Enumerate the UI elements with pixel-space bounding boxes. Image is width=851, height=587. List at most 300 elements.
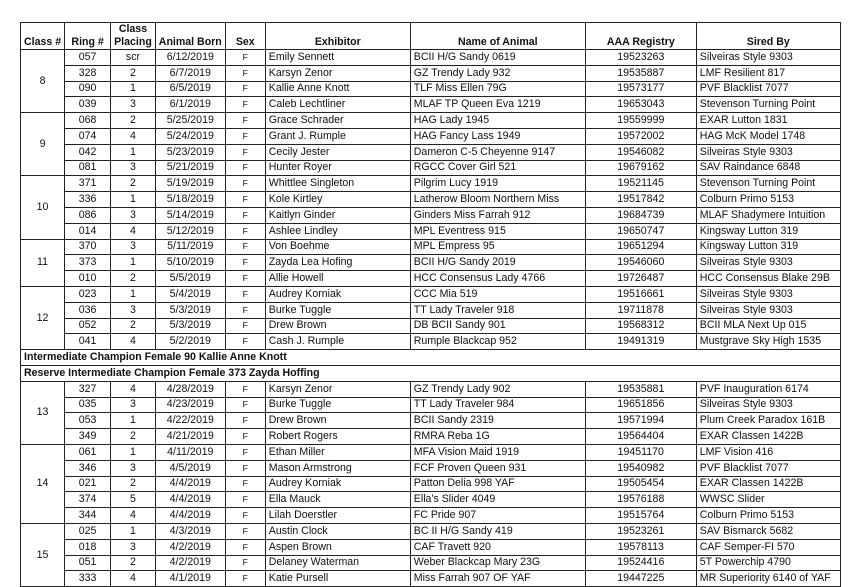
animal-name-cell: Ginders Miss Farrah 912 <box>410 207 585 223</box>
sex-cell: F <box>225 508 265 524</box>
placing-cell: 4 <box>111 508 156 524</box>
table-row <box>21 97 841 113</box>
animal-name-cell: GZ Trendy Lady 932 <box>410 65 585 81</box>
exhibitor-cell: Grace Schrader <box>265 113 410 129</box>
sex-cell: F <box>225 207 265 223</box>
ring-number-cell: 328 <box>65 65 111 81</box>
registry-cell: 19451170 <box>585 444 696 460</box>
born-date-cell: 5/4/2019 <box>155 286 225 302</box>
registry-cell: 19491319 <box>585 334 696 350</box>
animal-name-cell: MLAF TP Queen Eva 1219 <box>410 97 585 113</box>
exhibitor-cell: Ella Mauck <box>265 492 410 508</box>
registry-cell: 19523261 <box>585 523 696 539</box>
sex-cell: F <box>225 413 265 429</box>
animal-name-cell: RGCC Cover Girl 521 <box>410 160 585 176</box>
exhibitor-cell: Kole Kirtley <box>265 192 410 208</box>
animal-name-cell: MPL Empress 95 <box>410 239 585 255</box>
sex-cell: F <box>225 160 265 176</box>
placing-cell: 1 <box>111 81 156 97</box>
placing-cell: 3 <box>111 460 156 476</box>
ring-number-cell: 081 <box>65 160 111 176</box>
animal-name-cell: Ella's Slider 4049 <box>410 492 585 508</box>
registry-cell: 19651856 <box>585 397 696 413</box>
born-date-cell: 4/21/2019 <box>155 429 225 445</box>
header-class: Class # <box>21 23 65 50</box>
results-part-2 <box>21 381 841 586</box>
sex-cell: F <box>225 144 265 160</box>
animal-name-cell: HCC Consensus Lady 4766 <box>410 271 585 287</box>
ring-number-cell: 327 <box>65 381 111 397</box>
exhibitor-cell: Zayda Lea Hofing <box>265 255 410 271</box>
table-row <box>21 397 841 413</box>
ring-number-cell: 061 <box>65 444 111 460</box>
exhibitor-cell: Cash J. Rumple <box>265 334 410 350</box>
born-date-cell: 5/5/2019 <box>155 271 225 287</box>
placing-cell: 2 <box>111 318 156 334</box>
animal-name-cell: Pilgrim Lucy 1919 <box>410 176 585 192</box>
placing-cell: 1 <box>111 413 156 429</box>
show-results-table <box>20 22 841 587</box>
exhibitor-cell: Von Boehme <box>265 239 410 255</box>
placing-cell: 5 <box>111 492 156 508</box>
animal-name-cell: BC II H/G Sandy 419 <box>410 523 585 539</box>
sex-cell: F <box>225 286 265 302</box>
placing-cell: scr <box>111 50 156 66</box>
placing-cell: 4 <box>111 381 156 397</box>
sired-by-cell: MLAF Shadymere Intuition <box>696 207 840 223</box>
sex-cell: F <box>225 429 265 445</box>
sired-by-cell: Silveiras Style 9303 <box>696 397 840 413</box>
ring-number-cell: 373 <box>65 255 111 271</box>
table-row <box>21 476 841 492</box>
table-row <box>21 413 841 429</box>
sired-by-cell: PVF Blacklist 7077 <box>696 81 840 97</box>
sex-cell: F <box>225 444 265 460</box>
ring-number-cell: 090 <box>65 81 111 97</box>
born-date-cell: 5/3/2019 <box>155 302 225 318</box>
ring-number-cell: 035 <box>65 397 111 413</box>
ring-number-cell: 025 <box>65 523 111 539</box>
sex-cell: F <box>225 381 265 397</box>
ring-number-cell: 039 <box>65 97 111 113</box>
sex-cell: F <box>225 81 265 97</box>
animal-name-cell: Rumple Blackcap 952 <box>410 334 585 350</box>
table-row <box>21 539 841 555</box>
table-row <box>21 444 841 460</box>
sired-by-cell: Kingsway Lutton 319 <box>696 239 840 255</box>
sex-cell: F <box>225 555 265 571</box>
table-row <box>21 318 841 334</box>
animal-name-cell: HAG Lady 1945 <box>410 113 585 129</box>
sex-cell: F <box>225 192 265 208</box>
table-row <box>21 207 841 223</box>
sex-cell: F <box>225 397 265 413</box>
sired-by-cell: LMF Resilient 817 <box>696 65 840 81</box>
sex-cell: F <box>225 176 265 192</box>
sired-by-cell: LMF Vision 416 <box>696 444 840 460</box>
exhibitor-cell: Audrey Korniak <box>265 476 410 492</box>
registry-cell: 19515764 <box>585 508 696 524</box>
table-row <box>21 176 841 192</box>
table-row <box>21 144 841 160</box>
class-number-cell: 14 <box>21 444 65 523</box>
sired-by-cell: EXAR Classen 1422B <box>696 476 840 492</box>
sired-by-cell: Kingsway Lutton 319 <box>696 223 840 239</box>
animal-name-cell: Latherow Bloom Northern Miss <box>410 192 585 208</box>
sired-by-cell: Silveiras Style 9303 <box>696 255 840 271</box>
ring-number-cell: 052 <box>65 318 111 334</box>
sired-by-cell: SAV Raindance 6848 <box>696 160 840 176</box>
placing-cell: 3 <box>111 397 156 413</box>
class-number-cell: 8 <box>21 50 65 113</box>
table-row <box>21 113 841 129</box>
born-date-cell: 5/3/2019 <box>155 318 225 334</box>
animal-name-cell: HAG Fancy Lass 1949 <box>410 128 585 144</box>
exhibitor-cell: Cecily Jester <box>265 144 410 160</box>
registry-cell: 19546060 <box>585 255 696 271</box>
ring-number-cell: 053 <box>65 413 111 429</box>
registry-cell: 19726487 <box>585 271 696 287</box>
table-row <box>21 286 841 302</box>
sex-cell: F <box>225 50 265 66</box>
table-row <box>21 523 841 539</box>
born-date-cell: 4/23/2019 <box>155 397 225 413</box>
header-animal: Name of Animal <box>410 23 585 50</box>
placing-cell: 1 <box>111 444 156 460</box>
born-date-cell: 6/12/2019 <box>155 50 225 66</box>
animal-name-cell: TT Lady Traveler 918 <box>410 302 585 318</box>
exhibitor-cell: Audrey Korniak <box>265 286 410 302</box>
registry-cell: 19505454 <box>585 476 696 492</box>
ring-number-cell: 041 <box>65 334 111 350</box>
table-row <box>21 492 841 508</box>
placing-cell: 3 <box>111 239 156 255</box>
ring-number-cell: 074 <box>65 128 111 144</box>
table-row <box>21 302 841 318</box>
ring-number-cell: 057 <box>65 50 111 66</box>
ring-number-cell: 051 <box>65 555 111 571</box>
placing-cell: 2 <box>111 555 156 571</box>
sired-by-cell: Stevenson Turning Point <box>696 176 840 192</box>
registry-cell: 19535887 <box>585 65 696 81</box>
animal-name-cell: Weber Blackcap Mary 23G <box>410 555 585 571</box>
sired-by-cell: MR Superiority 6140 of YAF <box>696 571 840 587</box>
born-date-cell: 6/1/2019 <box>155 97 225 113</box>
header-sex: Sex <box>225 23 265 50</box>
exhibitor-cell: Drew Brown <box>265 318 410 334</box>
animal-name-cell: Patton Delia 998 YAF <box>410 476 585 492</box>
registry-cell: 19517842 <box>585 192 696 208</box>
table-row <box>21 271 841 287</box>
exhibitor-cell: Whittlee Singleton <box>265 176 410 192</box>
exhibitor-cell: Austin Clock <box>265 523 410 539</box>
born-date-cell: 4/2/2019 <box>155 555 225 571</box>
table-row <box>21 239 841 255</box>
sired-by-cell: EXAR Classen 1422B <box>696 429 840 445</box>
sired-by-cell: Silveiras Style 9303 <box>696 302 840 318</box>
animal-name-cell: Dameron C-5 Cheyenne 9147 <box>410 144 585 160</box>
ring-number-cell: 346 <box>65 460 111 476</box>
table-row <box>21 128 841 144</box>
header-ring: Ring # <box>65 23 111 50</box>
born-date-cell: 4/5/2019 <box>155 460 225 476</box>
header-born: Animal Born <box>155 23 225 50</box>
animal-name-cell: MFA Vision Maid 1919 <box>410 444 585 460</box>
sex-cell: F <box>225 255 265 271</box>
sired-by-cell: Plum Creek Paradox 161B <box>696 413 840 429</box>
sired-by-cell: SAV Bismarck 5682 <box>696 523 840 539</box>
registry-cell: 19540982 <box>585 460 696 476</box>
animal-name-cell: RMRA Reba 1G <box>410 429 585 445</box>
results-part-1 <box>21 50 841 350</box>
ring-number-cell: 333 <box>65 571 111 587</box>
placing-cell: 2 <box>111 65 156 81</box>
placing-cell: 4 <box>111 223 156 239</box>
animal-name-cell: TLF Miss Ellen 79G <box>410 81 585 97</box>
sired-by-cell: Colburn Primo 5153 <box>696 192 840 208</box>
ring-number-cell: 014 <box>65 223 111 239</box>
born-date-cell: 4/4/2019 <box>155 508 225 524</box>
exhibitor-cell: Ethan Miller <box>265 444 410 460</box>
sex-cell: F <box>225 523 265 539</box>
born-date-cell: 4/11/2019 <box>155 444 225 460</box>
registry-cell: 19650747 <box>585 223 696 239</box>
animal-name-cell: CCC Mia 519 <box>410 286 585 302</box>
born-date-cell: 5/18/2019 <box>155 192 225 208</box>
born-date-cell: 5/14/2019 <box>155 207 225 223</box>
header-registry: AAA Registry <box>585 23 696 50</box>
header-placing-bottom: Placing <box>111 36 156 50</box>
exhibitor-cell: Grant J. Rumple <box>265 128 410 144</box>
placing-cell: 1 <box>111 192 156 208</box>
born-date-cell: 4/1/2019 <box>155 571 225 587</box>
champion-banners <box>21 350 841 382</box>
exhibitor-cell: Robert Rogers <box>265 429 410 445</box>
table-row <box>21 555 841 571</box>
exhibitor-cell: Kallie Anne Knott <box>265 81 410 97</box>
ring-number-cell: 021 <box>65 476 111 492</box>
placing-cell: 2 <box>111 176 156 192</box>
ring-number-cell: 374 <box>65 492 111 508</box>
table-row <box>21 571 841 587</box>
born-date-cell: 5/2/2019 <box>155 334 225 350</box>
registry-cell: 19447225 <box>585 571 696 587</box>
exhibitor-cell: Drew Brown <box>265 413 410 429</box>
placing-cell: 3 <box>111 207 156 223</box>
header-sired: Sired By <box>696 23 840 50</box>
registry-cell: 19535881 <box>585 381 696 397</box>
born-date-cell: 6/5/2019 <box>155 81 225 97</box>
sired-by-cell: 5T Powerchip 4790 <box>696 555 840 571</box>
placing-cell: 3 <box>111 97 156 113</box>
animal-name-cell: FC Pride 907 <box>410 508 585 524</box>
placing-cell: 3 <box>111 302 156 318</box>
sired-by-cell: Stevenson Turning Point <box>696 97 840 113</box>
sex-cell: F <box>225 476 265 492</box>
sired-by-cell: EXAR Lutton 1831 <box>696 113 840 129</box>
born-date-cell: 6/7/2019 <box>155 65 225 81</box>
born-date-cell: 5/23/2019 <box>155 144 225 160</box>
born-date-cell: 5/10/2019 <box>155 255 225 271</box>
born-date-cell: 4/4/2019 <box>155 476 225 492</box>
animal-name-cell: MPL Eventress 915 <box>410 223 585 239</box>
sired-by-cell: BCII MLA Next Up 015 <box>696 318 840 334</box>
ring-number-cell: 036 <box>65 302 111 318</box>
sex-cell: F <box>225 113 265 129</box>
exhibitor-cell: Allie Howell <box>265 271 410 287</box>
ring-number-cell: 336 <box>65 192 111 208</box>
registry-cell: 19524416 <box>585 555 696 571</box>
animal-name-cell: GZ Trendy Lady 902 <box>410 381 585 397</box>
sex-cell: F <box>225 271 265 287</box>
table-row <box>21 50 841 66</box>
sex-cell: F <box>225 128 265 144</box>
exhibitor-cell: Kaitlyn Ginder <box>265 207 410 223</box>
placing-cell: 1 <box>111 144 156 160</box>
registry-cell: 19559999 <box>585 113 696 129</box>
exhibitor-cell: Ashlee Lindley <box>265 223 410 239</box>
ring-number-cell: 018 <box>65 539 111 555</box>
sired-by-cell: HAG McK Model 1748 <box>696 128 840 144</box>
sex-cell: F <box>225 302 265 318</box>
sired-by-cell: Mustgrave Sky High 1535 <box>696 334 840 350</box>
placing-cell: 4 <box>111 571 156 587</box>
table-row <box>21 223 841 239</box>
registry-cell: 19546082 <box>585 144 696 160</box>
registry-cell: 19571994 <box>585 413 696 429</box>
table-row <box>21 381 841 397</box>
placing-cell: 1 <box>111 255 156 271</box>
born-date-cell: 4/2/2019 <box>155 539 225 555</box>
born-date-cell: 5/12/2019 <box>155 223 225 239</box>
born-date-cell: 4/22/2019 <box>155 413 225 429</box>
table-row <box>21 192 841 208</box>
exhibitor-cell: Katie Pursell <box>265 571 410 587</box>
sired-by-cell: HCC Consensus Blake 29B <box>696 271 840 287</box>
ring-number-cell: 370 <box>65 239 111 255</box>
born-date-cell: 4/28/2019 <box>155 381 225 397</box>
born-date-cell: 5/11/2019 <box>155 239 225 255</box>
born-date-cell: 5/21/2019 <box>155 160 225 176</box>
placing-cell: 1 <box>111 523 156 539</box>
sired-by-cell: Silveiras Style 9303 <box>696 286 840 302</box>
table-row <box>21 334 841 350</box>
class-number-cell: 11 <box>21 239 65 286</box>
registry-cell: 19651294 <box>585 239 696 255</box>
placing-cell: 2 <box>111 476 156 492</box>
exhibitor-cell: Delaney Waterman <box>265 555 410 571</box>
sired-by-cell: Silveiras Style 9303 <box>696 144 840 160</box>
born-date-cell: 5/25/2019 <box>155 113 225 129</box>
class-number-cell: 15 <box>21 523 65 586</box>
registry-cell: 19516661 <box>585 286 696 302</box>
ring-number-cell: 042 <box>65 144 111 160</box>
placing-cell: 2 <box>111 429 156 445</box>
sex-cell: F <box>225 318 265 334</box>
ring-number-cell: 023 <box>65 286 111 302</box>
sex-cell: F <box>225 492 265 508</box>
ring-number-cell: 010 <box>65 271 111 287</box>
placing-cell: 4 <box>111 128 156 144</box>
registry-cell: 19573177 <box>585 81 696 97</box>
sired-by-cell: PVF Inauguration 6174 <box>696 381 840 397</box>
exhibitor-cell: Mason Armstrong <box>265 460 410 476</box>
table-row <box>21 65 841 81</box>
champion-banner: Intermediate Champion Female 90 Kallie Anne Knott <box>21 350 841 366</box>
ring-number-cell: 371 <box>65 176 111 192</box>
animal-name-cell: BCII H/G Sandy 0619 <box>410 50 585 66</box>
ring-number-cell: 344 <box>65 508 111 524</box>
registry-cell: 19572002 <box>585 128 696 144</box>
reserve-champion-banner: Reserve Intermediate Champion Female 373 Zayda Hoffing <box>21 365 841 381</box>
born-date-cell: 5/19/2019 <box>155 176 225 192</box>
registry-cell: 19578113 <box>585 539 696 555</box>
sex-cell: F <box>225 65 265 81</box>
animal-name-cell: BCII Sandy 2319 <box>410 413 585 429</box>
ring-number-cell: 068 <box>65 113 111 129</box>
exhibitor-cell: Karsyn Zenor <box>265 381 410 397</box>
sired-by-cell: Silveiras Style 9303 <box>696 50 840 66</box>
ring-number-cell: 086 <box>65 207 111 223</box>
born-date-cell: 4/4/2019 <box>155 492 225 508</box>
registry-cell: 19521145 <box>585 176 696 192</box>
exhibitor-cell: Caleb Lechtliner <box>265 97 410 113</box>
table-row <box>21 160 841 176</box>
table-row <box>21 508 841 524</box>
class-number-cell: 9 <box>21 113 65 176</box>
placing-cell: 3 <box>111 539 156 555</box>
animal-name-cell: FCF Proven Queen 931 <box>410 460 585 476</box>
placing-cell: 2 <box>111 271 156 287</box>
sex-cell: F <box>225 539 265 555</box>
exhibitor-cell: Aspen Brown <box>265 539 410 555</box>
placing-cell: 1 <box>111 286 156 302</box>
registry-cell: 19523263 <box>585 50 696 66</box>
born-date-cell: 4/3/2019 <box>155 523 225 539</box>
class-number-cell: 13 <box>21 381 65 444</box>
born-date-cell: 5/24/2019 <box>155 128 225 144</box>
sired-by-cell: PVF Blacklist 7077 <box>696 460 840 476</box>
exhibitor-cell: Lilah Doerstler <box>265 508 410 524</box>
table-row <box>21 460 841 476</box>
sex-cell: F <box>225 460 265 476</box>
table-row <box>21 81 841 97</box>
exhibitor-cell: Karsyn Zenor <box>265 65 410 81</box>
animal-name-cell: BCII H/G Sandy 2019 <box>410 255 585 271</box>
sired-by-cell: WWSC Slider <box>696 492 840 508</box>
placing-cell: 4 <box>111 334 156 350</box>
registry-cell: 19568312 <box>585 318 696 334</box>
header-placing-top: Class <box>111 23 156 37</box>
sired-by-cell: CAF Semper-FI 570 <box>696 539 840 555</box>
sex-cell: F <box>225 239 265 255</box>
registry-cell: 19711878 <box>585 302 696 318</box>
registry-cell: 19564404 <box>585 429 696 445</box>
table-row <box>21 429 841 445</box>
sex-cell: F <box>225 571 265 587</box>
animal-name-cell: Miss Farrah 907 OF YAF <box>410 571 585 587</box>
sex-cell: F <box>225 223 265 239</box>
animal-name-cell: TT Lady Traveler 984 <box>410 397 585 413</box>
exhibitor-cell: Hunter Royer <box>265 160 410 176</box>
sex-cell: F <box>225 334 265 350</box>
registry-cell: 19679162 <box>585 160 696 176</box>
registry-cell: 19684739 <box>585 207 696 223</box>
animal-name-cell: CAF Travett 920 <box>410 539 585 555</box>
ring-number-cell: 349 <box>65 429 111 445</box>
exhibitor-cell: Burke Tuggle <box>265 302 410 318</box>
placing-cell: 3 <box>111 160 156 176</box>
